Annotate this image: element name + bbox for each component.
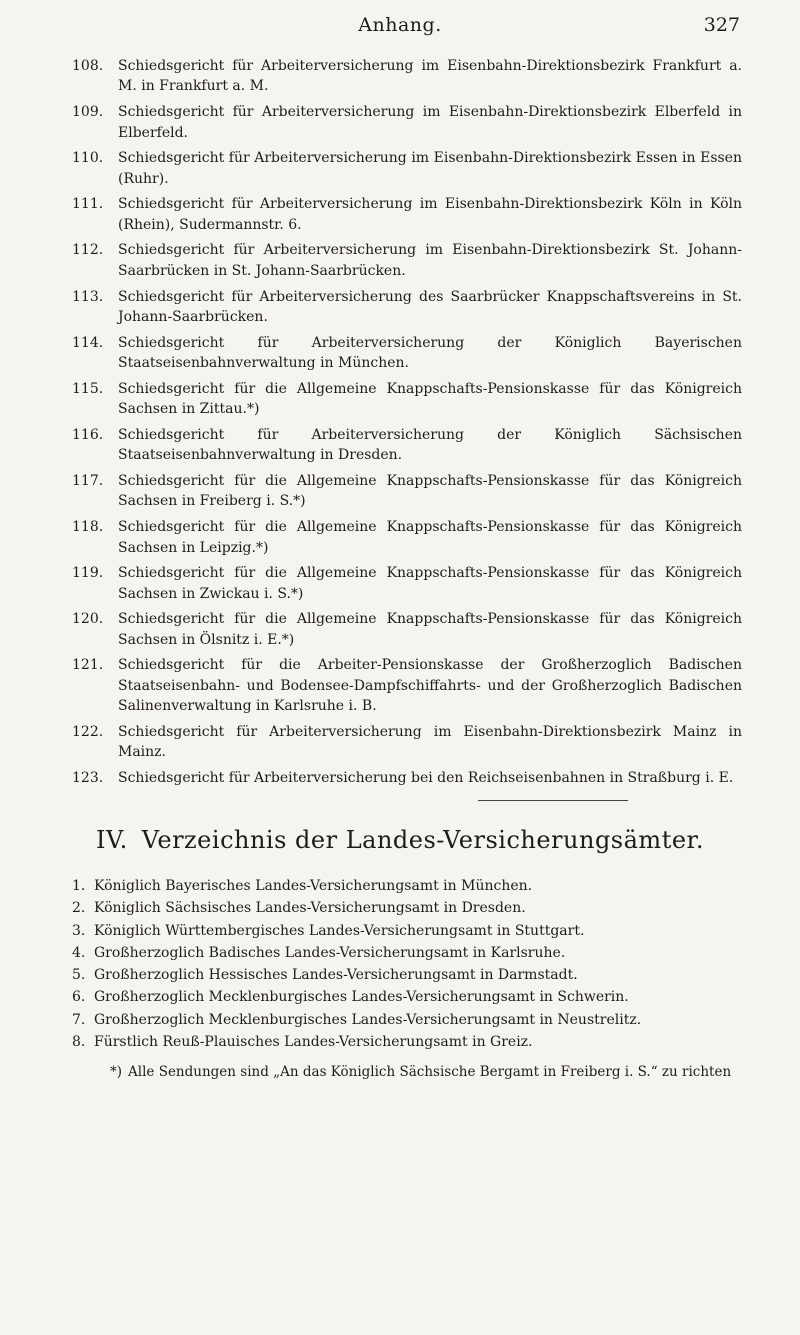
- item-number: 3.: [72, 922, 86, 939]
- item-text: Schiedsgericht für Arbeiterversicherung im Eisenbahn-Direktionsbezirk Elberfeld in Elberfeld.: [118, 104, 742, 141]
- item-text: Fürstlich Reuß-Plauisches Landes-Versicherungsamt in Greiz.: [94, 1034, 533, 1051]
- item-text: Schiedsgericht für die Arbeiter-Pensionskasse der Großherzoglich Badischen Staatseisenbahn- und Bodensee-Dampfschiffahrts- und der Großherzoglich Badischen Salinenverwaltung in Karlsruhe i. B.: [118, 657, 742, 715]
- item-text: Schiedsgericht für Arbeiterversicherung des Saarbrücker Knappschaftsvereins in St. Johann-Saarbrücken.: [118, 288, 742, 325]
- list-item: [72, 876, 742, 896]
- item-text: Schiedsgericht für Arbeiterversicherung im Eisenbahn-Direktionsbezirk Köln in Köln (Rhein), Sudermannstr. 6.: [118, 196, 742, 233]
- list-item: [72, 1032, 742, 1052]
- item-text: Königlich Bayerisches Landes-Versicherungsamt in München.: [94, 878, 533, 894]
- item-text: Schiedsgericht für Arbeiterversicherung im Eisenbahn-Direktionsbezirk St. Johann-Saarbrücken in St. Johann-Saarbrücken.: [118, 242, 742, 279]
- list-item: [72, 921, 742, 941]
- section-heading: [60, 826, 740, 854]
- list-item: [72, 333, 742, 374]
- list-item: [72, 471, 742, 512]
- page-number: 327: [703, 14, 740, 36]
- section-title: Verzeichnis der Landes-Versicherungsämter.: [141, 826, 704, 854]
- item-number: 119.: [72, 565, 104, 582]
- list-item: [72, 1010, 742, 1030]
- item-text: Schiedsgericht für Arbeiterversicherung im Eisenbahn-Direktionsbezirk Frankfurt a. M. in Frankfurt a. M.: [118, 58, 742, 95]
- item-text: Schiedsgericht für Arbeiterversicherung im Eisenbahn-Direktionsbezirk Mainz in Mainz.: [118, 723, 742, 761]
- list-item: [72, 655, 742, 716]
- list-item: [72, 379, 742, 420]
- item-number: 108.: [72, 58, 104, 74]
- item-text: Schiedsgericht für die Allgemeine Knappschafts-Pensionskasse für das Königreich Sachsen in Freiberg i. S.*): [118, 472, 742, 510]
- item-text: Schiedsgericht für Arbeiterversicherung der Königlich Sächsischen Staatseisenbahnverwaltung in Dresden.: [118, 426, 742, 464]
- list-item: [72, 563, 742, 604]
- list-item: [72, 722, 742, 763]
- item-text: Schiedsgericht für Arbeiterversicherung bei den Reichseisenbahnen in Straßburg i. E.: [118, 770, 734, 787]
- list-item: [72, 194, 742, 235]
- list-item: [72, 965, 742, 985]
- item-number: 1.: [72, 878, 86, 894]
- list-item: [72, 609, 742, 650]
- running-header: [60, 14, 740, 42]
- section-divider: [478, 800, 628, 801]
- list-item: [72, 102, 742, 143]
- list-item: [72, 943, 742, 963]
- list-item: [72, 56, 742, 97]
- item-number: 114.: [72, 334, 104, 351]
- item-text: Großherzoglich Hessisches Landes-Versicherungsamt in Darmstadt.: [94, 967, 578, 984]
- item-number: 118.: [72, 519, 104, 536]
- item-text: Großherzoglich Mecklenburgisches Landes-Versicherungsamt in Schwerin.: [94, 989, 629, 1006]
- item-number: 111.: [72, 196, 104, 213]
- item-number: 7.: [72, 1011, 86, 1028]
- list-item: [72, 768, 742, 788]
- item-number: 112.: [72, 242, 104, 259]
- list-item: [72, 148, 742, 189]
- item-text: Königlich Württembergisches Landes-Versicherungsamt in Stuttgart.: [94, 922, 585, 939]
- item-number: 121.: [72, 657, 104, 674]
- item-text: Schiedsgericht für die Allgemeine Knappschafts-Pensionskasse für das Königreich Sachsen in Leipzig.*): [118, 519, 742, 556]
- item-number: 115.: [72, 380, 104, 397]
- item-number: 109.: [72, 104, 104, 121]
- item-text: Schiedsgericht für die Allgemeine Knappschafts-Pensionskasse für das Königreich Sachsen in Zittau.*): [118, 380, 742, 418]
- item-number: 110.: [72, 150, 104, 167]
- item-number: 116.: [72, 426, 104, 443]
- item-text: Großherzoglich Mecklenburgisches Landes-Versicherungsamt in Neustrelitz.: [94, 1011, 642, 1028]
- item-number: 2.: [72, 900, 86, 917]
- list-item: [72, 240, 742, 281]
- item-text: Großherzoglich Badisches Landes-Versicherungsamt in Karlsruhe.: [94, 944, 566, 961]
- item-number: 5.: [72, 967, 86, 984]
- list-item: [72, 987, 742, 1007]
- footnote-text: Alle Sendungen sind „An das Königlich Sächsische Bergamt in Freiberg i. S.“ zu richten: [128, 1064, 732, 1080]
- item-number: 117.: [72, 472, 104, 489]
- item-number: 120.: [72, 611, 104, 628]
- office-list: [72, 876, 742, 1054]
- footnote: [72, 1063, 742, 1082]
- footnote-mark: *): [110, 1064, 123, 1080]
- item-number: 4.: [72, 944, 86, 961]
- item-text: Königlich Sächsisches Landes-Versicherungsamt in Dresden.: [94, 900, 526, 917]
- section-numeral: IV.: [95, 826, 128, 854]
- item-text: Schiedsgericht für die Allgemeine Knappschafts-Pensionskasse für das Königreich Sachsen in Zwickau i. S.*): [118, 565, 742, 602]
- list-item: [72, 425, 742, 466]
- item-text: Schiedsgericht für Arbeiterversicherung der Königlich Bayerischen Staatseisenbahnverwaltung in München.: [118, 334, 742, 372]
- list-item: [72, 517, 742, 558]
- item-number: 113.: [72, 288, 104, 305]
- item-text: Schiedsgericht für Arbeiterversicherung im Eisenbahn-Direktionsbezirk Essen in Essen (Ruhr).: [118, 150, 742, 187]
- item-number: 6.: [72, 989, 86, 1006]
- item-text: Schiedsgericht für die Allgemeine Knappschafts-Pensionskasse für das Königreich Sachsen in Ölsnitz i. E.*): [118, 611, 742, 648]
- list-item: [72, 287, 742, 328]
- list-item: [72, 898, 742, 918]
- court-list: [72, 56, 742, 794]
- item-number: 122.: [72, 723, 104, 740]
- running-title: Anhang.: [358, 14, 442, 36]
- item-number: 8.: [72, 1034, 86, 1051]
- item-number: 123.: [72, 770, 104, 787]
